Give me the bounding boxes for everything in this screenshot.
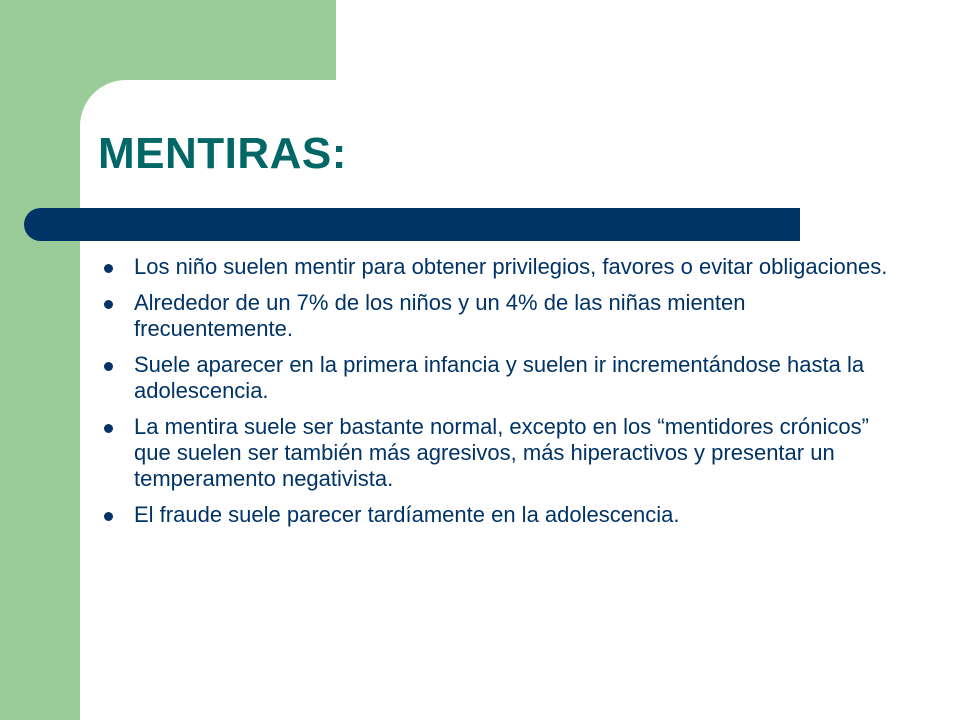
title-underline-bar (24, 208, 800, 241)
bullet-text: Los niño suelen mentir para obtener privilegios, favores o evitar obligaciones. (134, 254, 888, 279)
bullet-dot-icon (104, 300, 113, 309)
bullet-text: La mentira suele ser bastante normal, excepto en los “mentidores crónicos” que suelen ser también más agresivos, más hiperactivos y presentar un temperamento negativista. (134, 414, 869, 491)
bullet-list (104, 254, 894, 538)
bullet-item (104, 502, 894, 528)
bullet-item (104, 254, 894, 280)
bullet-text: El fraude suele parecer tardíamente en la adolescencia. (134, 502, 680, 527)
bullet-dot-icon (104, 424, 113, 433)
bullet-text: Alrededor de un 7% de los niños y un 4% de las niñas mienten frecuentemente. (134, 290, 746, 341)
bullet-item (104, 352, 894, 404)
bullet-item (104, 414, 894, 492)
bullet-text: Suele aparecer en la primera infancia y suelen ir incrementándose hasta la adolescencia. (134, 352, 865, 403)
bullet-dot-icon (104, 264, 113, 273)
bullet-item (104, 290, 894, 342)
bullet-dot-icon (104, 362, 113, 371)
bullet-dot-icon (104, 512, 113, 521)
slide-title: MENTIRAS: (98, 129, 347, 178)
